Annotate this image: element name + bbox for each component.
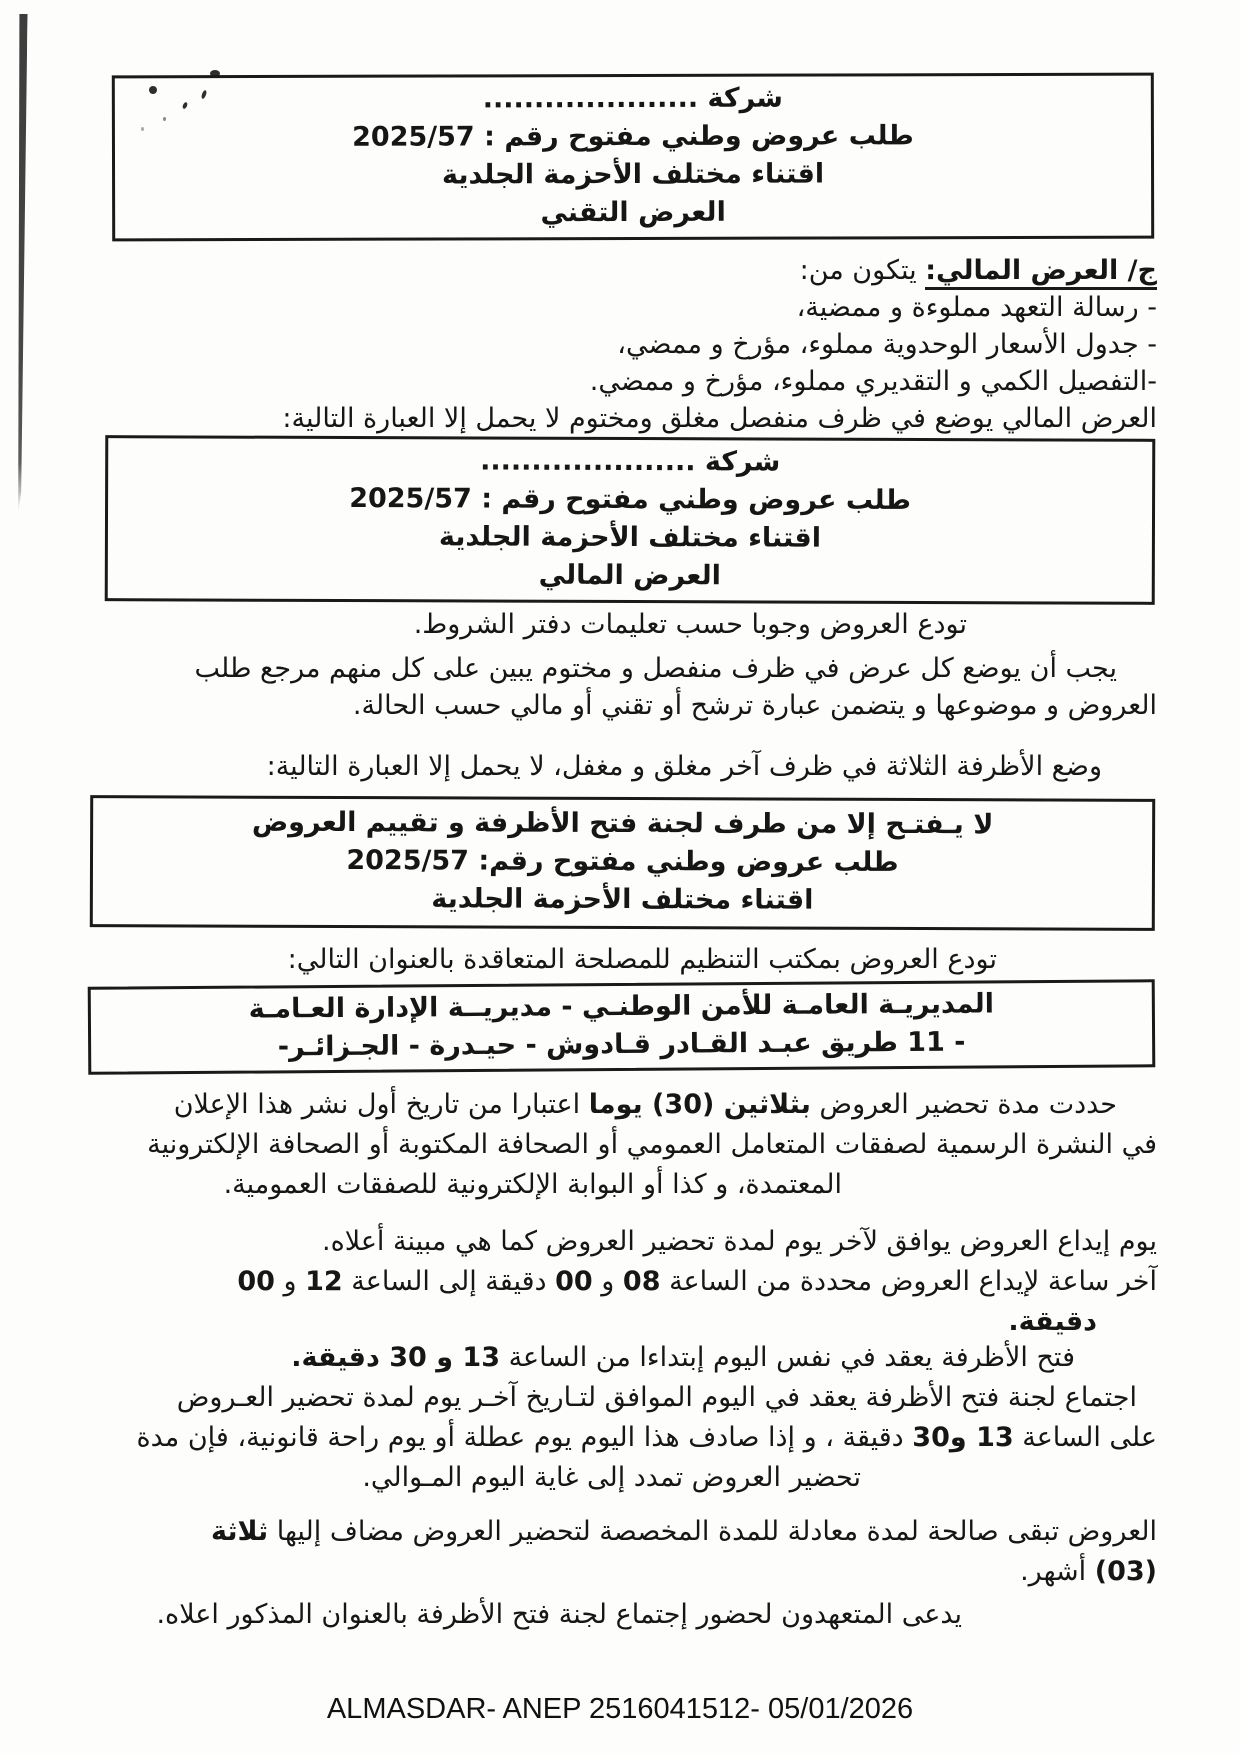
minute-from: 00 (555, 1266, 593, 1297)
tender-number-line: طلب عروض وطني مفتوح رقم : 2025/57 (352, 120, 914, 153)
authority-address-line: - 11 طريق عبـد القـادر قـادوش - حيـدرة - الجـزائـر- (277, 1026, 966, 1063)
financial-offer-heading: ج/ العرض المالي: (925, 255, 1157, 290)
submission-rule-2 (30, 650, 1157, 724)
validity-text: العروض تبقى صالحة لمدة معادلة للمدة المخصصة لتحضير العروض مضاف إليها (268, 1516, 1157, 1547)
tender-number-line: طلب عروض وطني مفتوح رقم : 2025/57 (349, 483, 911, 516)
opening-time-line (30, 1338, 1157, 1378)
deposit-note-line: تودع العروض بمكتب التنظيم للمصلحة المتعاقدة بالعنوان التالي: (287, 944, 997, 975)
invitation-line: يدعى المتعهدون لحضور إجتماع لجنة فتح الأظرفة بالعنوان المذكور اعلاه. (156, 1599, 962, 1630)
deposit-hours-text-3: دقيقة إلى الساعة (342, 1266, 556, 1297)
validity-line-2 (30, 1552, 1157, 1592)
scan-edge-artifact (15, 14, 27, 512)
validity-section (30, 1512, 1157, 1592)
preparation-line-2: في النشرة الرسمية لصفقات المتعامل العمومي أو الصحافة المكتوبة أو الصحافة الإلكترونية (147, 1129, 1157, 1160)
deposit-hours-line (30, 1262, 1157, 1302)
company-line: شركة ..................... (480, 445, 781, 478)
opening-meeting-time: 13 و30 (912, 1422, 1014, 1453)
financial-offer-heading-line (30, 252, 1157, 289)
preparation-line-3: المعتمدة، و كذا أو البوابة الإلكترونية للصفقات العمومية. (223, 1169, 842, 1200)
submission-rule-2-line-2: العروض و موضوعها و يتضمن عبارة ترشح أو تقني أو مالي حسب الحالة. (352, 690, 1157, 721)
deposit-deadline-section (30, 1222, 1157, 1342)
financial-item-1: - رسالة التعهد مملوءة و ممضية، (796, 292, 1157, 323)
minute-to: 00 (237, 1266, 275, 1297)
opening-time-value: 13 و 30 دقيقة. (291, 1342, 500, 1373)
opening-meeting-line-2 (30, 1418, 1157, 1458)
validity-line-1 (30, 1512, 1157, 1552)
address-box (88, 979, 1156, 1074)
tender-object-line: اقتناء مختلف الأحزمة الجلدية (441, 158, 825, 191)
preparation-line-1 (30, 1085, 1157, 1125)
validity-three-word: ثلاثة (211, 1516, 269, 1547)
preparation-line-1-start: حددت مدة تحضير العروض (810, 1089, 1117, 1120)
financial-offer-box (105, 435, 1156, 605)
financial-offer-section (30, 252, 1157, 437)
submission-rule-1-line: تودع العروض وجوبا حسب تعليمات دفتر الشروط. (413, 609, 967, 640)
hour-to: 12 (305, 1266, 343, 1297)
hour-from: 08 (622, 1266, 661, 1297)
company-line: شركة ..................... (482, 82, 783, 115)
opening-meeting-line-1: اجتماع لجنة فتح الأظرفة يعقد في اليوم الموافق لتـاريخ آخـر يوم لمدة تحضير العـروض (176, 1382, 1137, 1413)
financial-offer-heading-tail: يتكون من: (799, 255, 926, 286)
offer-type-label: العرض التقني (540, 196, 726, 229)
preparation-line-1-end: اعتبارا من تاريخ أول نشر هذا الإعلان (173, 1089, 589, 1120)
opening-meeting-text-2: دقيقة ، و إذا صادف هذا اليوم يوم عطلة أو يوم راحة قانونية، فإن مدة (136, 1422, 913, 1453)
submission-rule-1 (30, 606, 1157, 643)
offer-type-label: العرض المالي (538, 559, 721, 592)
validity-months-word: أشهر. (1020, 1556, 1095, 1587)
opening-section (30, 1338, 1157, 1498)
outer-envelope-box (90, 795, 1155, 931)
opening-meeting-text-1: على الساعة (1013, 1422, 1157, 1453)
deposit-note-section (30, 941, 1157, 978)
opening-time-text: فتح الأظرفة يعقد في نفس اليوم إبتداءا من الساعة (500, 1342, 1075, 1373)
validity-months-number: (03) (1094, 1556, 1157, 1587)
opening-meeting-line-3: تحضير العروض تمدد إلى غاية اليوم المـوالي. (362, 1462, 861, 1493)
submission-rule-3 (30, 748, 1157, 785)
technical-offer-box (112, 73, 1154, 242)
deposit-day-line: يوم إيداع العروض يوافق لآخر يوم لمدة تحضير العروض كما هي مبينة أعلاه. (321, 1226, 1157, 1257)
deposit-hours-continuation: دقيقة. (1008, 1306, 1097, 1337)
financial-item-2: - جدول الأسعار الوحدوية مملوء، مؤرخ و ممضي، (617, 329, 1157, 360)
deposit-hours-text-4: و (274, 1266, 306, 1297)
financial-item-3: -التفصيل الكمي و التقديري مملوء، مؤرخ و ممضي. (589, 366, 1157, 397)
authority-name-line: المديريـة العامـة للأمن الوطنـي - مديريــة الإدارة العـامـة (248, 988, 995, 1025)
tender-number-line: طلب عروض وطني مفتوح رقم: 2025/57 (346, 845, 899, 878)
do-not-open-line: لا يـفتـح إلا من طرف لجنة فتح الأظرفة و تقييم العروض (251, 806, 994, 841)
deposit-hours-text-1: آخر ساعة لإيداع العروض محددة من الساعة (660, 1266, 1157, 1297)
tender-object-line: اقتناء مختلف الأحزمة الجلدية (438, 521, 822, 554)
submission-rule-3-line: وضع الأظرفة الثلاثة في ظرف آخر مغلق و مغفل، لا يحمل إلا العبارة التالية: (266, 751, 1102, 782)
preparation-duration: بثلاثين (30) يوما (588, 1089, 811, 1120)
invitation-section (30, 1596, 1157, 1633)
preparation-period-section (30, 1085, 1157, 1205)
deposit-hours-text-2: و (592, 1266, 623, 1297)
anep-footer: ALMASDAR- ANEP 2516041512- 05/01/2026 (326, 1693, 914, 1725)
financial-envelope-note: العرض المالي يوضع في ظرف منفصل مغلق ومختوم لا يحمل إلا العبارة التالية: (282, 403, 1157, 434)
submission-rule-2-line-1: يجب أن يوضع كل عرض في ظرف منفصل و مختوم يبين على كل منهم مرجع طلب (194, 653, 1117, 684)
tender-object-line: اقتناء مختلف الأحزمة الجلدية (431, 883, 814, 916)
